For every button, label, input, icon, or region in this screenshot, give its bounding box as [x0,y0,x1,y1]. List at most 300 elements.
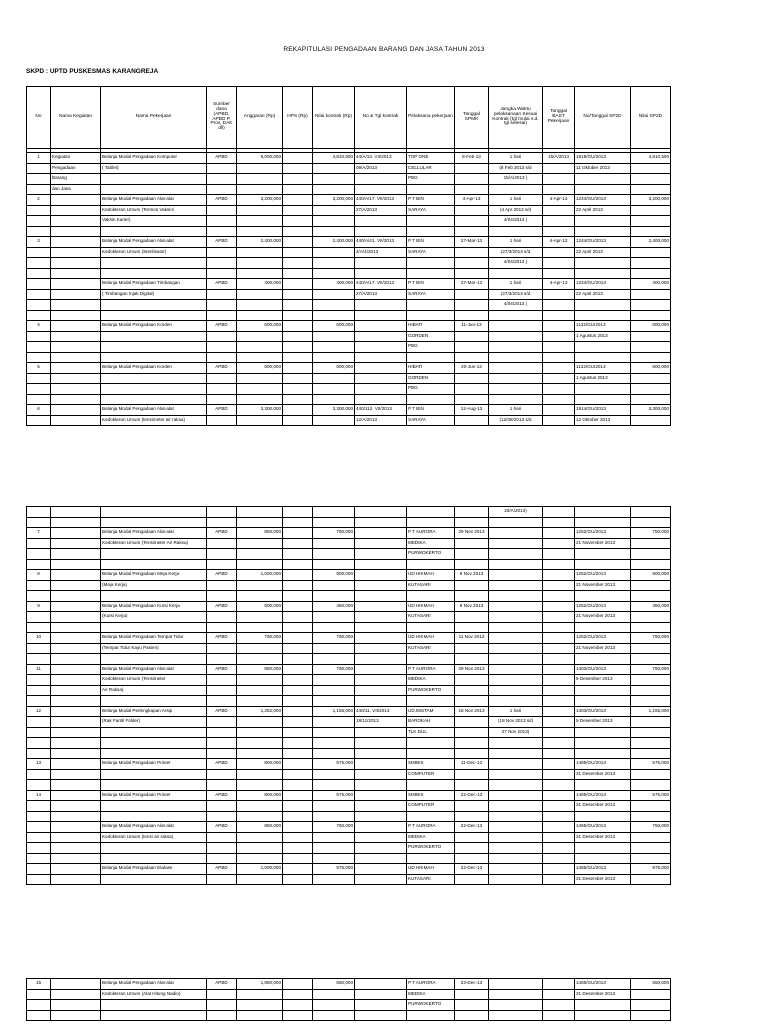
table-cell: Kedokteran Umum (tensi air raksa) [101,832,207,843]
table-cell: Barang [51,174,101,185]
table-cell [27,591,51,602]
table-row [27,748,671,759]
table-cell: 22-Dec-13 [455,822,489,833]
table-cell [207,163,237,174]
table-cell [355,769,407,780]
table-row [27,717,671,728]
table-cell: 10 [27,633,51,644]
table-cell: 600,000 [237,321,283,332]
table-cell: (27/3/2013 s/d [489,289,543,300]
table-cell: P T BIN [407,405,455,416]
table-cell [455,685,489,696]
table-cell: APBD [207,633,237,644]
table-cell [355,853,407,864]
table-cell: 750,000 [631,664,671,675]
table-row [27,1010,671,1021]
table-cell [283,517,313,528]
table-cell [455,331,489,342]
table-cell [283,247,313,258]
table-cell: 29 Nov 2013 [455,528,489,539]
table-cell [283,205,313,216]
table-cell [51,1000,101,1011]
table-cell [407,1010,455,1021]
table-cell [455,184,489,195]
table-cell [355,1010,407,1021]
table-cell [51,822,101,833]
table-cell [489,811,543,822]
table-cell [407,811,455,822]
table-cell: 1 hari [489,195,543,206]
table-row [27,769,671,780]
table-cell: 750,000 [237,633,283,644]
table-cell: BAROKAH [407,717,455,728]
table-cell [631,226,671,237]
table-cell [355,559,407,570]
table-cell: 1132/GU/2013 [575,321,631,332]
table-cell [207,769,237,780]
table-row [27,342,671,353]
table-cell: APBD [207,790,237,801]
table-cell [355,790,407,801]
table-cell [407,738,455,749]
table-cell: 14 [27,790,51,801]
table-cell [27,289,51,300]
table-cell [237,247,283,258]
table-cell [543,738,575,749]
table-cell: 4-Apr-13 [543,237,575,248]
table-cell [51,237,101,248]
table-cell [51,279,101,290]
table-cell [237,675,283,686]
table-cell: 4/04/2013 ) [489,216,543,227]
table-cell [631,727,671,738]
table-cell [575,853,631,864]
table-cell [207,517,237,528]
table-cell [283,279,313,290]
table-cell [543,633,575,644]
table-cell [51,549,101,560]
table-cell: 4 [27,321,51,332]
table-cell [207,612,237,623]
table-cell [101,184,207,195]
table-row [27,300,671,311]
table-cell [207,352,237,363]
table-cell: 2,400,000 [237,237,283,248]
table-cell: COMPUTER [407,801,455,812]
table-cell [101,549,207,560]
table-cell: 7 [27,528,51,539]
table-cell: Kedokteran Umum (Tensimeter Air Raksa) [101,538,207,549]
table-cell: 3,200,000 [237,195,283,206]
table-row [27,538,671,549]
table-cell: 750,000 [631,633,671,644]
table-cell: 11 Oktober 2013 [575,163,631,174]
table-cell [237,226,283,237]
table-cell [313,352,355,363]
table-cell [51,769,101,780]
table-cell [27,822,51,833]
table-cell: 1,850,000 [237,979,283,990]
table-cell [575,738,631,749]
table-cell [489,321,543,332]
table-cell: 750,000 [313,633,355,644]
table-cell [27,279,51,290]
table-cell [455,643,489,654]
table-cell: 4/04/2013 ) [489,258,543,269]
header-cell: No [27,87,51,149]
table-cell [455,205,489,216]
table-cell [455,622,489,633]
table-cell: 3,200,000 [313,195,355,206]
table-cell [237,612,283,623]
table-cell: 600,000 [313,321,355,332]
table-cell [207,216,237,227]
table-cell [283,528,313,539]
table-cell: 575,000 [631,759,671,770]
table-cell [27,685,51,696]
table-cell [207,853,237,864]
table-cell [313,415,355,426]
table-cell [355,675,407,686]
table-cell [489,331,543,342]
table-cell: P T AURORA [407,664,455,675]
table-cell [313,205,355,216]
table-cell [407,258,455,269]
table-cell [355,352,407,363]
table-row [27,517,671,528]
table-cell [51,289,101,300]
table-cell [313,216,355,227]
table-cell [313,989,355,1000]
table-cell: APBD [207,279,237,290]
table-cell [51,811,101,822]
table-cell: 1465/GU/2013 [575,822,631,833]
table-cell [455,769,489,780]
table-cell: 750,000 [313,528,355,539]
table-cell [237,654,283,665]
table-cell: 1 [27,153,51,164]
table-cell [207,507,237,518]
table-cell [283,226,313,237]
table-cell [313,612,355,623]
table-cell [575,622,631,633]
table-cell: 900,000 [313,570,355,581]
table-cell [51,394,101,405]
table-cell [51,780,101,791]
table-cell: Belanja Modal Pengadaan Alat-alat [101,195,207,206]
table-cell [101,559,207,570]
table-cell [313,342,355,353]
table-row [27,811,671,822]
table-cell [51,633,101,644]
table-cell: 31 Desember 2013 [575,801,631,812]
table-cell [101,811,207,822]
table-cell [283,979,313,990]
table-cell [27,247,51,258]
table-cell [631,216,671,227]
table-cell: Kedokteran Umum (Sterilisator) [101,247,207,258]
header-cell: No/Tanggal SP2D [575,87,631,149]
table-cell [489,748,543,759]
table-cell [313,769,355,780]
table-cell [237,780,283,791]
table-cell [283,415,313,426]
table-cell [51,989,101,1000]
table-cell [101,352,207,363]
table-cell: 3,300,000 [631,405,671,416]
table-cell [207,738,237,749]
table-cell [455,247,489,258]
table-cell [489,832,543,843]
table-cell [283,612,313,623]
table-cell [313,538,355,549]
table-cell [237,352,283,363]
header-cell: Nilai SP2D [631,87,671,149]
table-cell [313,685,355,696]
table-cell [631,591,671,602]
table-cell: 1,000,000 [237,570,283,581]
table-cell [237,727,283,738]
table-cell: (Rak Fantil Folder) [101,717,207,728]
table-cell [631,1010,671,1021]
table-cell [355,363,407,374]
table-cell [207,373,237,384]
table-row [27,822,671,833]
table-cell: 1465/GU/2013 [575,790,631,801]
table-cell [101,373,207,384]
table-cell: 11 [27,664,51,675]
table-cell [207,1010,237,1021]
table-cell: Belanja Modal Pengadaan Alat-alat [101,405,207,416]
table-cell [631,517,671,528]
table-cell [489,853,543,864]
table-cell [407,310,455,321]
table-cell: 1465/GU/2013 [575,979,631,990]
table-cell [51,759,101,770]
table-cell [283,727,313,738]
table-cell [207,184,237,195]
table-cell [283,163,313,174]
table-cell [101,591,207,602]
table-cell [543,528,575,539]
table-cell [51,654,101,665]
table-cell [313,310,355,321]
table-cell [27,559,51,570]
table-cell [207,727,237,738]
table-cell [631,843,671,854]
table-cell [575,591,631,602]
table-cell [27,352,51,363]
table-cell: Air Raksa) [101,685,207,696]
table-cell [283,811,313,822]
table-cell [283,373,313,384]
table-cell [543,352,575,363]
table-cell [575,517,631,528]
table-cell [237,1000,283,1011]
table-cell: 575,000 [631,790,671,801]
table-cell: 400,000 [237,279,283,290]
table-cell [543,184,575,195]
table-cell [489,601,543,612]
table-row [27,843,671,854]
recap-table-part-1 [26,86,671,426]
table-cell: GORDEN [407,373,455,384]
table-cell [313,289,355,300]
table-cell [631,258,671,269]
table-cell: (27/3/2013 s/d [489,247,543,258]
table-cell: APBD [207,822,237,833]
table-cell [27,331,51,342]
table-row [27,216,671,227]
table-cell: (8 Feb 2013 s/d [489,163,543,174]
table-cell [407,654,455,665]
table-cell [237,989,283,1000]
table-cell [455,780,489,791]
table-cell: 1252/GU/2013 [575,601,631,612]
header-cell: Pelaksana pekerjaan [407,87,455,149]
table-cell [355,612,407,623]
table-cell [313,163,355,174]
table-cell [207,300,237,311]
table-cell [543,811,575,822]
table-cell [455,174,489,185]
table-cell [355,864,407,875]
table-cell: 1 hari [489,153,543,164]
table-row [27,163,671,174]
table-cell: dan Jasa [51,184,101,195]
table-cell [207,685,237,696]
table-cell [575,507,631,518]
table-cell [313,268,355,279]
table-cell [27,184,51,195]
table-cell: 20/A/2013) [489,507,543,518]
table-cell [631,310,671,321]
table-cell [51,622,101,633]
table-cell [355,1000,407,1011]
table-cell [283,258,313,269]
table-cell [543,612,575,623]
table-cell [543,342,575,353]
table-cell [51,300,101,311]
table-row [27,643,671,654]
table-cell [355,331,407,342]
table-cell [237,310,283,321]
table-cell: 750,000 [313,664,355,675]
table-cell [27,843,51,854]
table-cell: 850,000 [237,822,283,833]
table-cell [237,622,283,633]
table-cell [543,549,575,560]
table-cell [631,549,671,560]
table-cell [283,769,313,780]
table-cell [575,748,631,759]
table-cell [631,174,671,185]
table-cell [207,538,237,549]
table-cell [237,517,283,528]
table-cell [489,268,543,279]
table-row [27,580,671,591]
table-cell [355,654,407,665]
table-cell [283,989,313,1000]
table-cell [455,801,489,812]
table-cell: Belanja Modal Pengadaan Alat-alat [101,528,207,539]
table-cell: (Meja Kerja) [101,580,207,591]
table-cell [489,989,543,1000]
table-cell [489,363,543,374]
table-cell [455,853,489,864]
table-cell: Belanja Modal Pengadaan Kursi Kerja [101,601,207,612]
table-cell [631,696,671,707]
table-row [27,654,671,665]
table-cell: 1403/GU/2013 [575,664,631,675]
table-cell [101,226,207,237]
table-cell [27,769,51,780]
table-cell [207,226,237,237]
table-cell: 1244/GU/2013 [575,195,631,206]
table-cell [355,696,407,707]
table-cell [51,801,101,812]
table-cell [27,342,51,353]
table-cell [455,612,489,623]
table-cell: 8 Nov 2013 [455,601,489,612]
table-cell [237,717,283,728]
table-cell [355,394,407,405]
table-cell: Belanja Modal Pengadaan Korden [101,321,207,332]
table-cell [51,864,101,875]
table-cell: 1,252,000 [237,706,283,717]
table-cell [543,226,575,237]
table-cell [101,843,207,854]
table-cell [27,874,51,885]
table-cell: 1,155,000 [313,706,355,717]
table-row [27,727,671,738]
table-cell [407,268,455,279]
table-cell [455,538,489,549]
table-cell [355,780,407,791]
table-cell [313,300,355,311]
table-cell [543,538,575,549]
table-cell [51,738,101,749]
table-cell [51,559,101,570]
table-cell [51,268,101,279]
table-cell [631,300,671,311]
table-cell [455,874,489,885]
table-cell: PBG [407,342,455,353]
table-cell [631,352,671,363]
table-row [27,258,671,269]
table-cell [51,373,101,384]
table-cell [51,310,101,321]
table-cell: Belanja Modal Pengadaan Printer [101,790,207,801]
table-cell: Belanja Modal Pengadaan Timbangan [101,279,207,290]
table-row [27,237,671,248]
table-cell: 4,810,500 [313,153,355,164]
table-cell [237,507,283,518]
table-cell: 31 Desember 2013 [575,769,631,780]
table-cell [207,811,237,822]
table-cell: 1465/GU/2013 [575,759,631,770]
table-cell [543,321,575,332]
table-cell: SARAYA [407,247,455,258]
table-cell: SIMBIS [407,759,455,770]
table-cell [631,612,671,623]
table-cell [543,289,575,300]
table-cell: 21 November 2013 [575,612,631,623]
table-cell [101,507,207,518]
table-cell [283,1000,313,1011]
table-cell [101,853,207,864]
table-cell [543,727,575,738]
